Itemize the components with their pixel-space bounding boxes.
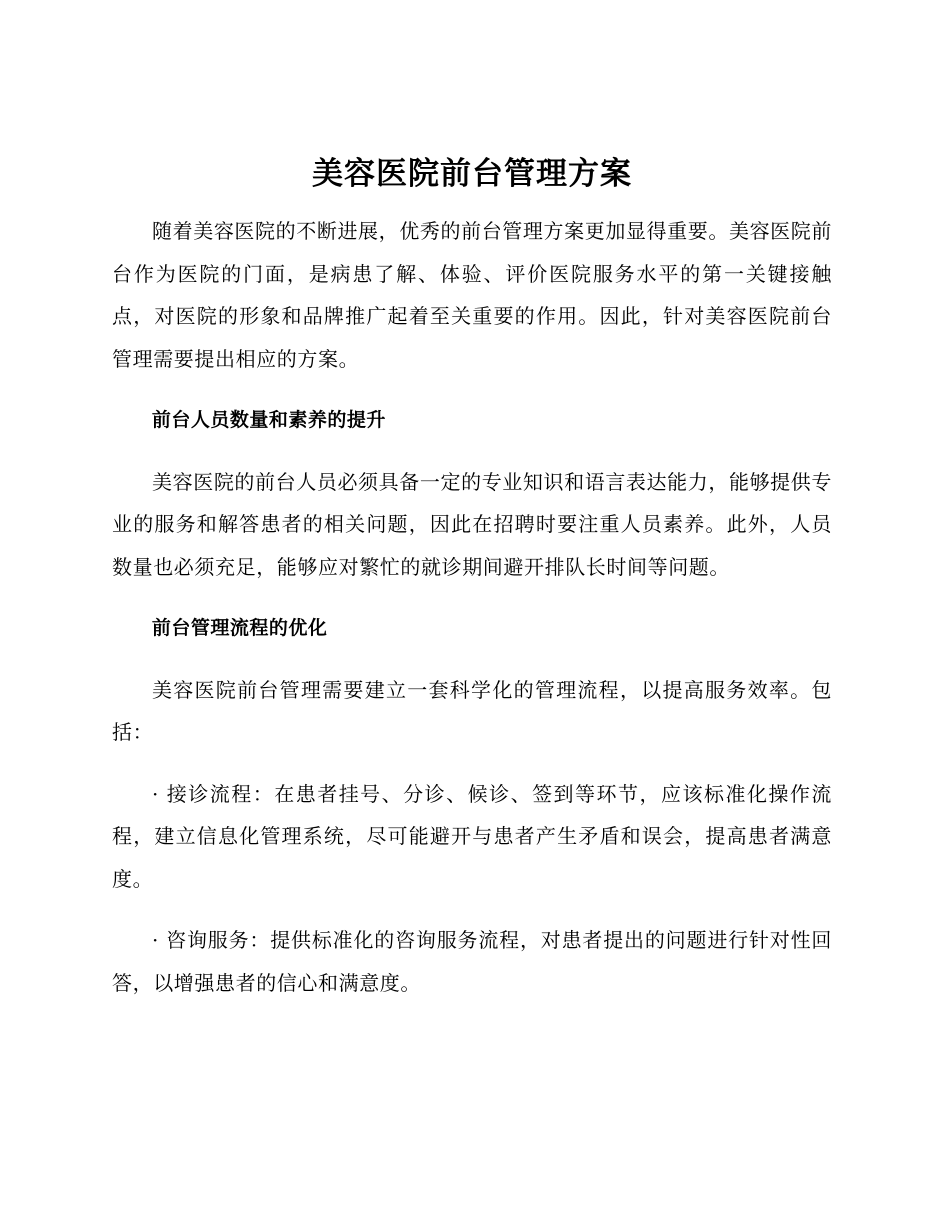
document-body — [112, 150, 832, 1023]
document-title: 美容医院前台管理方案 — [312, 156, 632, 192]
section-heading-process: 前台管理流程的优化 — [151, 617, 328, 639]
bullet-item-consultation: · 咨询服务：提供标准化的咨询服务流程，对患者提出的问题进行针对性回答，以增强患者的信心和满意度。 — [112, 928, 832, 995]
section-heading-staff: 前台人员数量和素养的提升 — [151, 409, 386, 431]
section-body-staff: 美容医院的前台人员必须具备一定的专业知识和语言表达能力，能够提供专业的服务和解答患者的相关问题，因此在招聘时要注重人员素养。此外，人员数量也必须充足，能够应对繁忙的就诊期间避开排队长时间等问题。 — [112, 469, 832, 579]
intro-paragraph: 随着美容医院的不断进展，优秀的前台管理方案更加显得重要。美容医院前台作为医院的门面，是病患了解、体验、评价医院服务水平的第一关键接触点，对医院的形象和品牌推广起着至关重要的作用。因此，针对美容医院前台管理需要提出相应的方案。 — [112, 219, 832, 371]
section-body-process: 美容医院前台管理需要建立一套科学化的管理流程，以提高服务效率。包括： — [112, 677, 832, 744]
bullet-item-reception: · 接诊流程：在患者挂号、分诊、候诊、签到等环节，应该标准化操作流程，建立信息化管理系统，尽可能避开与患者产生矛盾和误会，提高患者满意度。 — [112, 781, 832, 891]
